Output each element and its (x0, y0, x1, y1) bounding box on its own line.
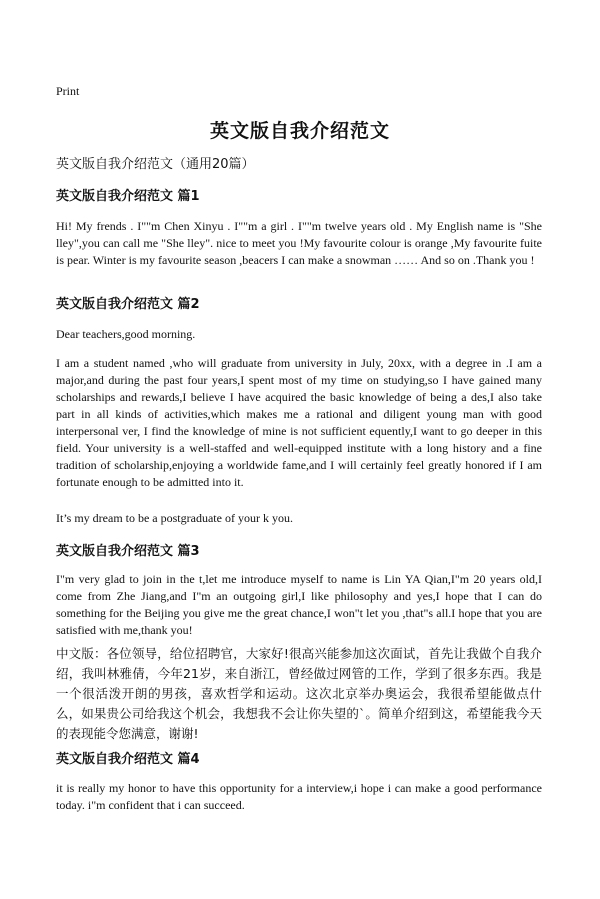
document-title: 英文版自我介绍范文 (209, 120, 390, 142)
section-1-paragraph-1: Hi! My frends . I""m Chen Xinyu . I""m a girl . I""m twelve years old . My English name is "She lley",you can call me "She lley". nice to meet you !My favourite colour is orange ,My favourite fuite is pear. Winter is my favourite season ,beacers I can make a snowman …… And so on .Thank you ! (56, 219, 542, 267)
section-3-heading: 英文版自我介绍范文 篇3 (56, 544, 200, 559)
print-label[interactable]: Print (56, 84, 80, 98)
section-4-paragraph-1: it is really my honor to have this opportunity for a interview,i hope i can make a good performance today. i"m confident that i can succeed. (56, 781, 542, 812)
document-subtitle: 英文版自我介绍范文（通用20篇） (56, 157, 255, 172)
section-2-paragraph-1: Dear teachers,good morning. (56, 327, 196, 341)
section-2-heading: 英文版自我介绍范文 篇2 (56, 297, 200, 312)
section-3-paragraph-1: I"m very glad to join in the t,let me introduce myself to name is Lin YA Qian,I"m 20 years old,I come from Zhe Jiang,and I"m an outgoing girl,I like philosophy and yes,I hope that I can do something for the Beijing you give me the great chance,I won"t let you ,that"s all.I hope that you are satisfied with me,thank you! (56, 572, 542, 637)
section-2-paragraph-2: I am a student named ,who will graduate from university in July, 20xx, with a degree in .I am a major,and during the past four years,I spent most of my time on studying,so I have gained many scholarships and rewards,I believe I have acquired the basic knowledge of being a des,I also take part in all kinds of activities,which makes me a rational and diligent young man with good interpersonal ver, I find the knowledge of mine is not sufficient equently,I want to go deeper in this field. Your university is a well-staffed and well-equipped institute with a long history and a fine tradition of scholarship,enjoying a worldwide fame,and I will certainly feel greatly honored if I am fortunate enough to be admitted into it. (56, 356, 542, 489)
section-2-paragraph-3: It’s my dream to be a postgraduate of your k you. (56, 511, 293, 525)
section-3-paragraph-chinese: 中文版：各位领导，给位招聘官，大家好!很高兴能参加这次面试，首先让我做个自我介绍，我叫林雅倩，今年21岁，来自浙江，曾经做过网管的工作，学到了很多东西。我是一个很活泼开朗的男孩，喜欢哲学和运动。这次北京举办奥运会，我很希望能做点什么，如果贵公司给我这个机会，我想我不会让你失望的`。简单介绍到这，希望能我今天的表现能令您满意，谢谢! (56, 646, 542, 741)
section-1-heading: 英文版自我介绍范文 篇1 (56, 189, 200, 204)
section-4-heading: 英文版自我介绍范文 篇4 (56, 752, 200, 767)
